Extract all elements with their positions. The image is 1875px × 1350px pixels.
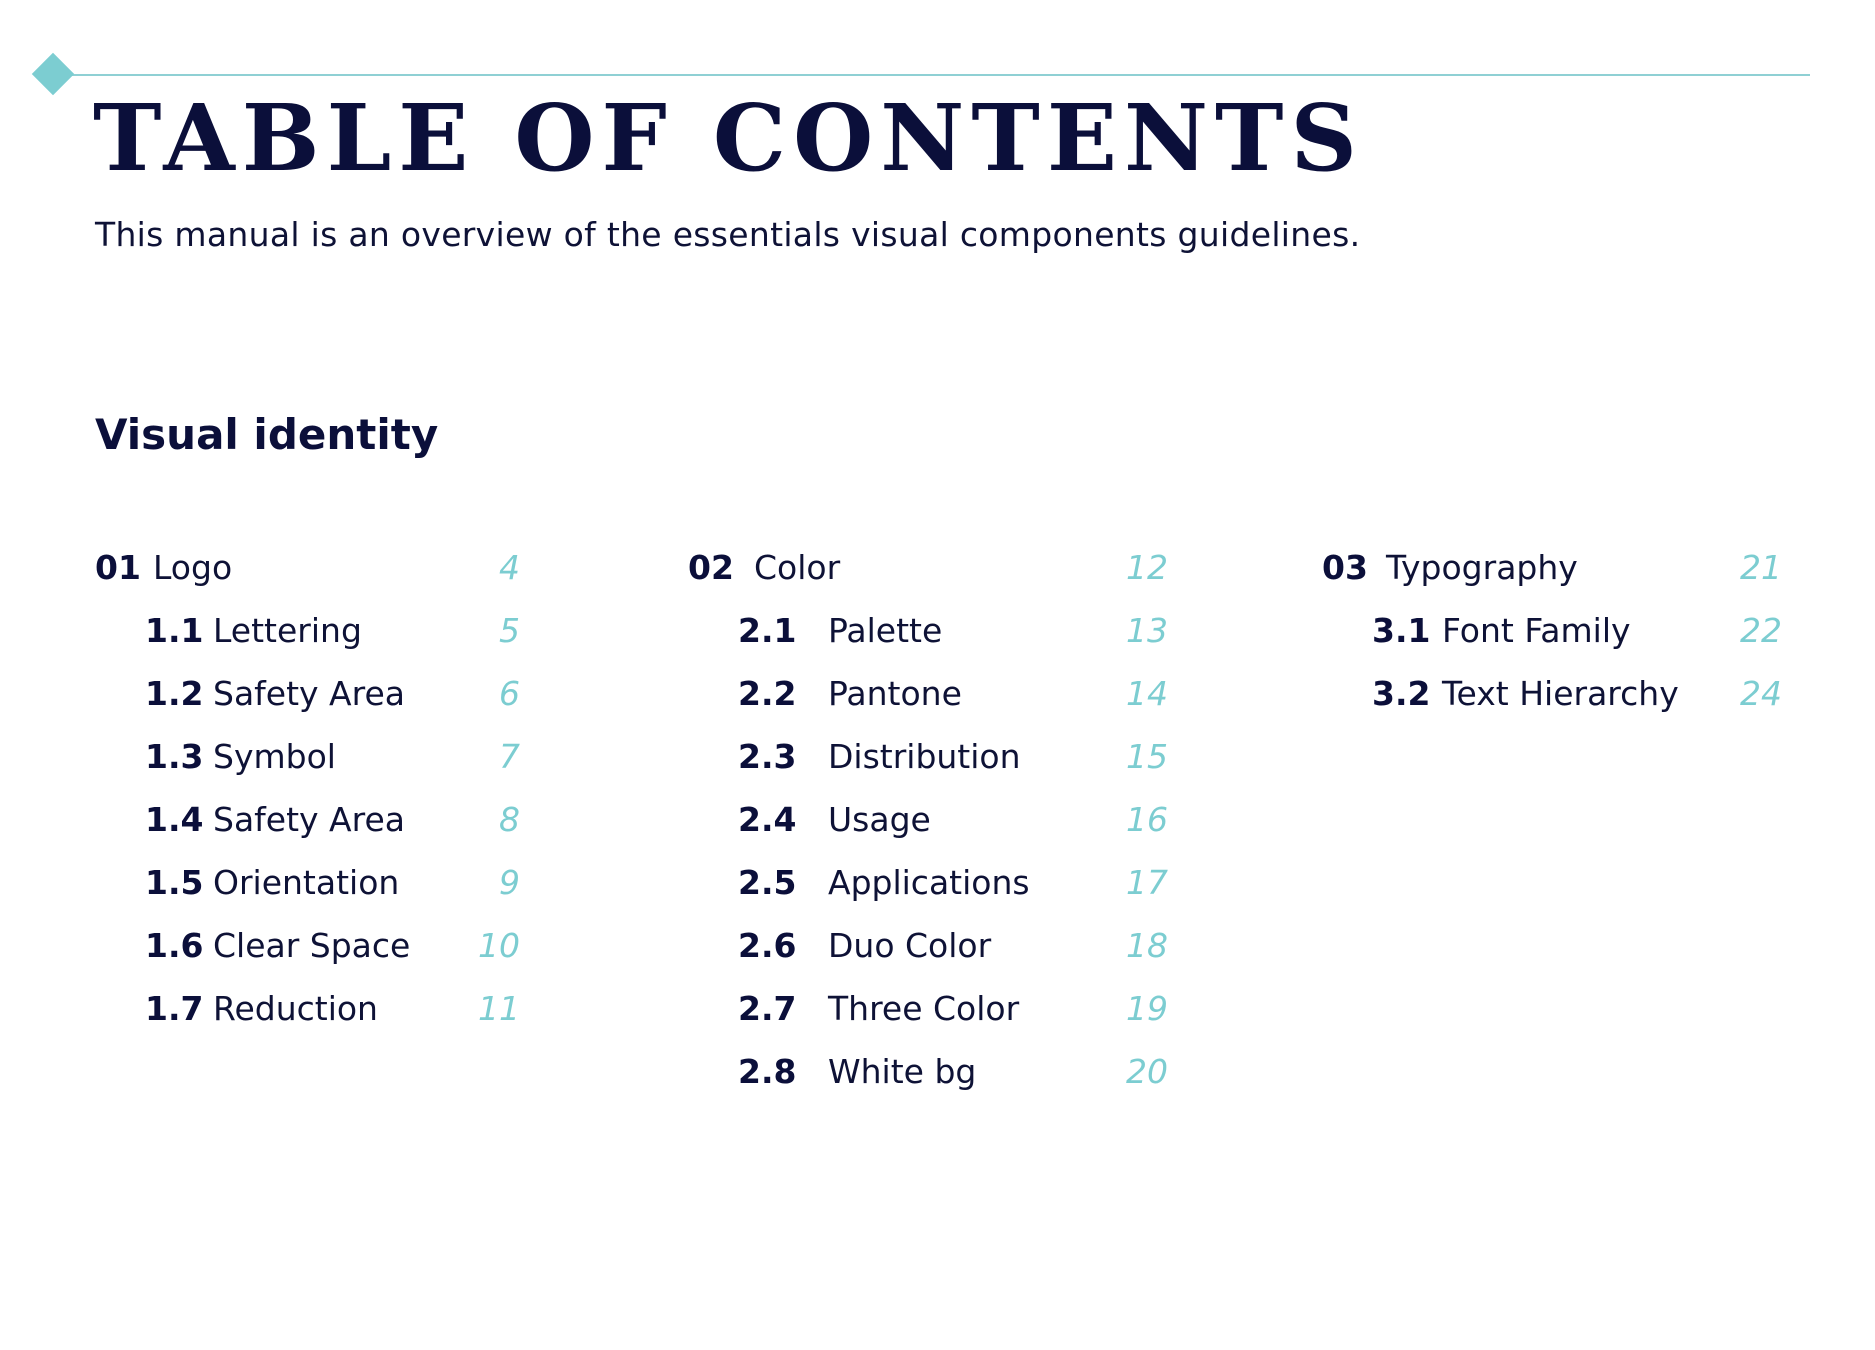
toc-subentry[interactable] <box>1322 662 1782 725</box>
toc-subentry-number: 1.7 <box>145 989 204 1028</box>
toc-entry-label: Typography <box>1386 548 1578 587</box>
toc-entry-page: 21 <box>1740 548 1782 587</box>
toc-subentry-label: White bg <box>828 1052 977 1091</box>
toc-subentry-page: 7 <box>499 737 520 776</box>
toc-subentry[interactable] <box>688 788 1168 851</box>
toc-column-color <box>688 536 1168 1103</box>
toc-subentry-number: 1.5 <box>145 863 204 902</box>
toc-subentry-number: 1.4 <box>145 800 204 839</box>
toc-subentry[interactable] <box>95 662 520 725</box>
toc-subentry[interactable] <box>688 977 1168 1040</box>
toc-subentry[interactable] <box>95 851 520 914</box>
toc-subentry-label: Text Hierarchy <box>1442 674 1679 713</box>
toc-subentry[interactable] <box>1322 599 1782 662</box>
toc-subentry[interactable] <box>688 599 1168 662</box>
toc-subentry-number: 2.6 <box>738 926 797 965</box>
toc-subentry-label: Pantone <box>828 674 962 713</box>
toc-subentry-label: Font Family <box>1442 611 1631 650</box>
page-title: TABLE OF CONTENTS <box>93 84 1364 192</box>
toc-subentry-page: 5 <box>499 611 520 650</box>
toc-subentry-label: Orientation <box>213 863 400 902</box>
toc-subentry-number: 2.7 <box>738 989 797 1028</box>
toc-subentry-label: Lettering <box>213 611 362 650</box>
toc-subentry-number: 2.4 <box>738 800 797 839</box>
toc-subentry-number: 3.1 <box>1372 611 1431 650</box>
toc-subentry-number: 1.6 <box>145 926 204 965</box>
toc-entry-number: 02 <box>688 548 734 587</box>
toc-subentry-number: 1.1 <box>145 611 204 650</box>
toc-subentry[interactable] <box>688 851 1168 914</box>
toc-subentry-label: Distribution <box>828 737 1021 776</box>
toc-subentry[interactable] <box>95 977 520 1040</box>
toc-subentry[interactable] <box>95 725 520 788</box>
page-subtitle: This manual is an overview of the essentials visual components guidelines. <box>95 215 1361 254</box>
toc-subentry-page: 17 <box>1126 863 1168 902</box>
toc-subentry-page: 11 <box>478 989 520 1028</box>
toc-subentry-page: 15 <box>1126 737 1168 776</box>
toc-subentry-number: 2.2 <box>738 674 797 713</box>
toc-subentry-number: 2.8 <box>738 1052 797 1091</box>
toc-entry-logo[interactable] <box>95 536 520 599</box>
toc-subentry-page: 13 <box>1126 611 1168 650</box>
toc-subentry-page: 9 <box>499 863 520 902</box>
toc-subentry-number: 2.5 <box>738 863 797 902</box>
toc-subentry-label: Usage <box>828 800 931 839</box>
toc-subentry-label: Reduction <box>213 989 378 1028</box>
toc-entry-label: Logo <box>153 548 233 587</box>
toc-subentry-number: 2.3 <box>738 737 797 776</box>
toc-entry-label: Color <box>754 548 841 587</box>
toc-entry-number: 03 <box>1322 548 1368 587</box>
toc-subentry-label: Applications <box>828 863 1030 902</box>
toc-subentry-page: 8 <box>499 800 520 839</box>
toc-subentry-number: 1.3 <box>145 737 204 776</box>
toc-subentry-page: 19 <box>1126 989 1168 1028</box>
toc-subentry[interactable] <box>688 662 1168 725</box>
toc-subentry-label: Palette <box>828 611 943 650</box>
toc-subentry-label: Safety Area <box>213 800 405 839</box>
toc-subentry-number: 3.2 <box>1372 674 1431 713</box>
toc-entry-page: 12 <box>1126 548 1168 587</box>
toc-subentry-page: 10 <box>478 926 520 965</box>
toc-entry-typography[interactable] <box>1322 536 1782 599</box>
toc-subentry-label: Safety Area <box>213 674 405 713</box>
toc-subentry-page: 20 <box>1126 1052 1168 1091</box>
toc-subentry[interactable] <box>688 914 1168 977</box>
toc-subentry-label: Duo Color <box>828 926 992 965</box>
toc-entry-color[interactable] <box>688 536 1168 599</box>
toc-subentry-label: Three Color <box>828 989 1020 1028</box>
toc-subentry[interactable] <box>688 1040 1168 1103</box>
toc-subentry-label: Symbol <box>213 737 336 776</box>
toc-entry-page: 4 <box>499 548 520 587</box>
toc-subentry[interactable] <box>95 788 520 851</box>
header-divider-line <box>55 74 1810 76</box>
toc-subentry-label: Clear Space <box>213 926 411 965</box>
toc-subentry-page: 18 <box>1126 926 1168 965</box>
toc-subentry-page: 22 <box>1740 611 1782 650</box>
toc-subentry-number: 2.1 <box>738 611 797 650</box>
toc-subentry-number: 1.2 <box>145 674 204 713</box>
toc-subentry[interactable] <box>95 914 520 977</box>
toc-entry-number: 01 <box>95 548 141 587</box>
diamond-icon <box>32 53 74 95</box>
toc-subentry-page: 6 <box>499 674 520 713</box>
toc-subentry-page: 24 <box>1740 674 1782 713</box>
section-heading: Visual identity <box>95 410 439 459</box>
toc-subentry[interactable] <box>688 725 1168 788</box>
toc-column-typography <box>1322 536 1782 725</box>
toc-subentry-page: 14 <box>1126 674 1168 713</box>
toc-subentry-page: 16 <box>1126 800 1168 839</box>
toc-subentry[interactable] <box>95 599 520 662</box>
toc-column-logo <box>95 536 520 1040</box>
